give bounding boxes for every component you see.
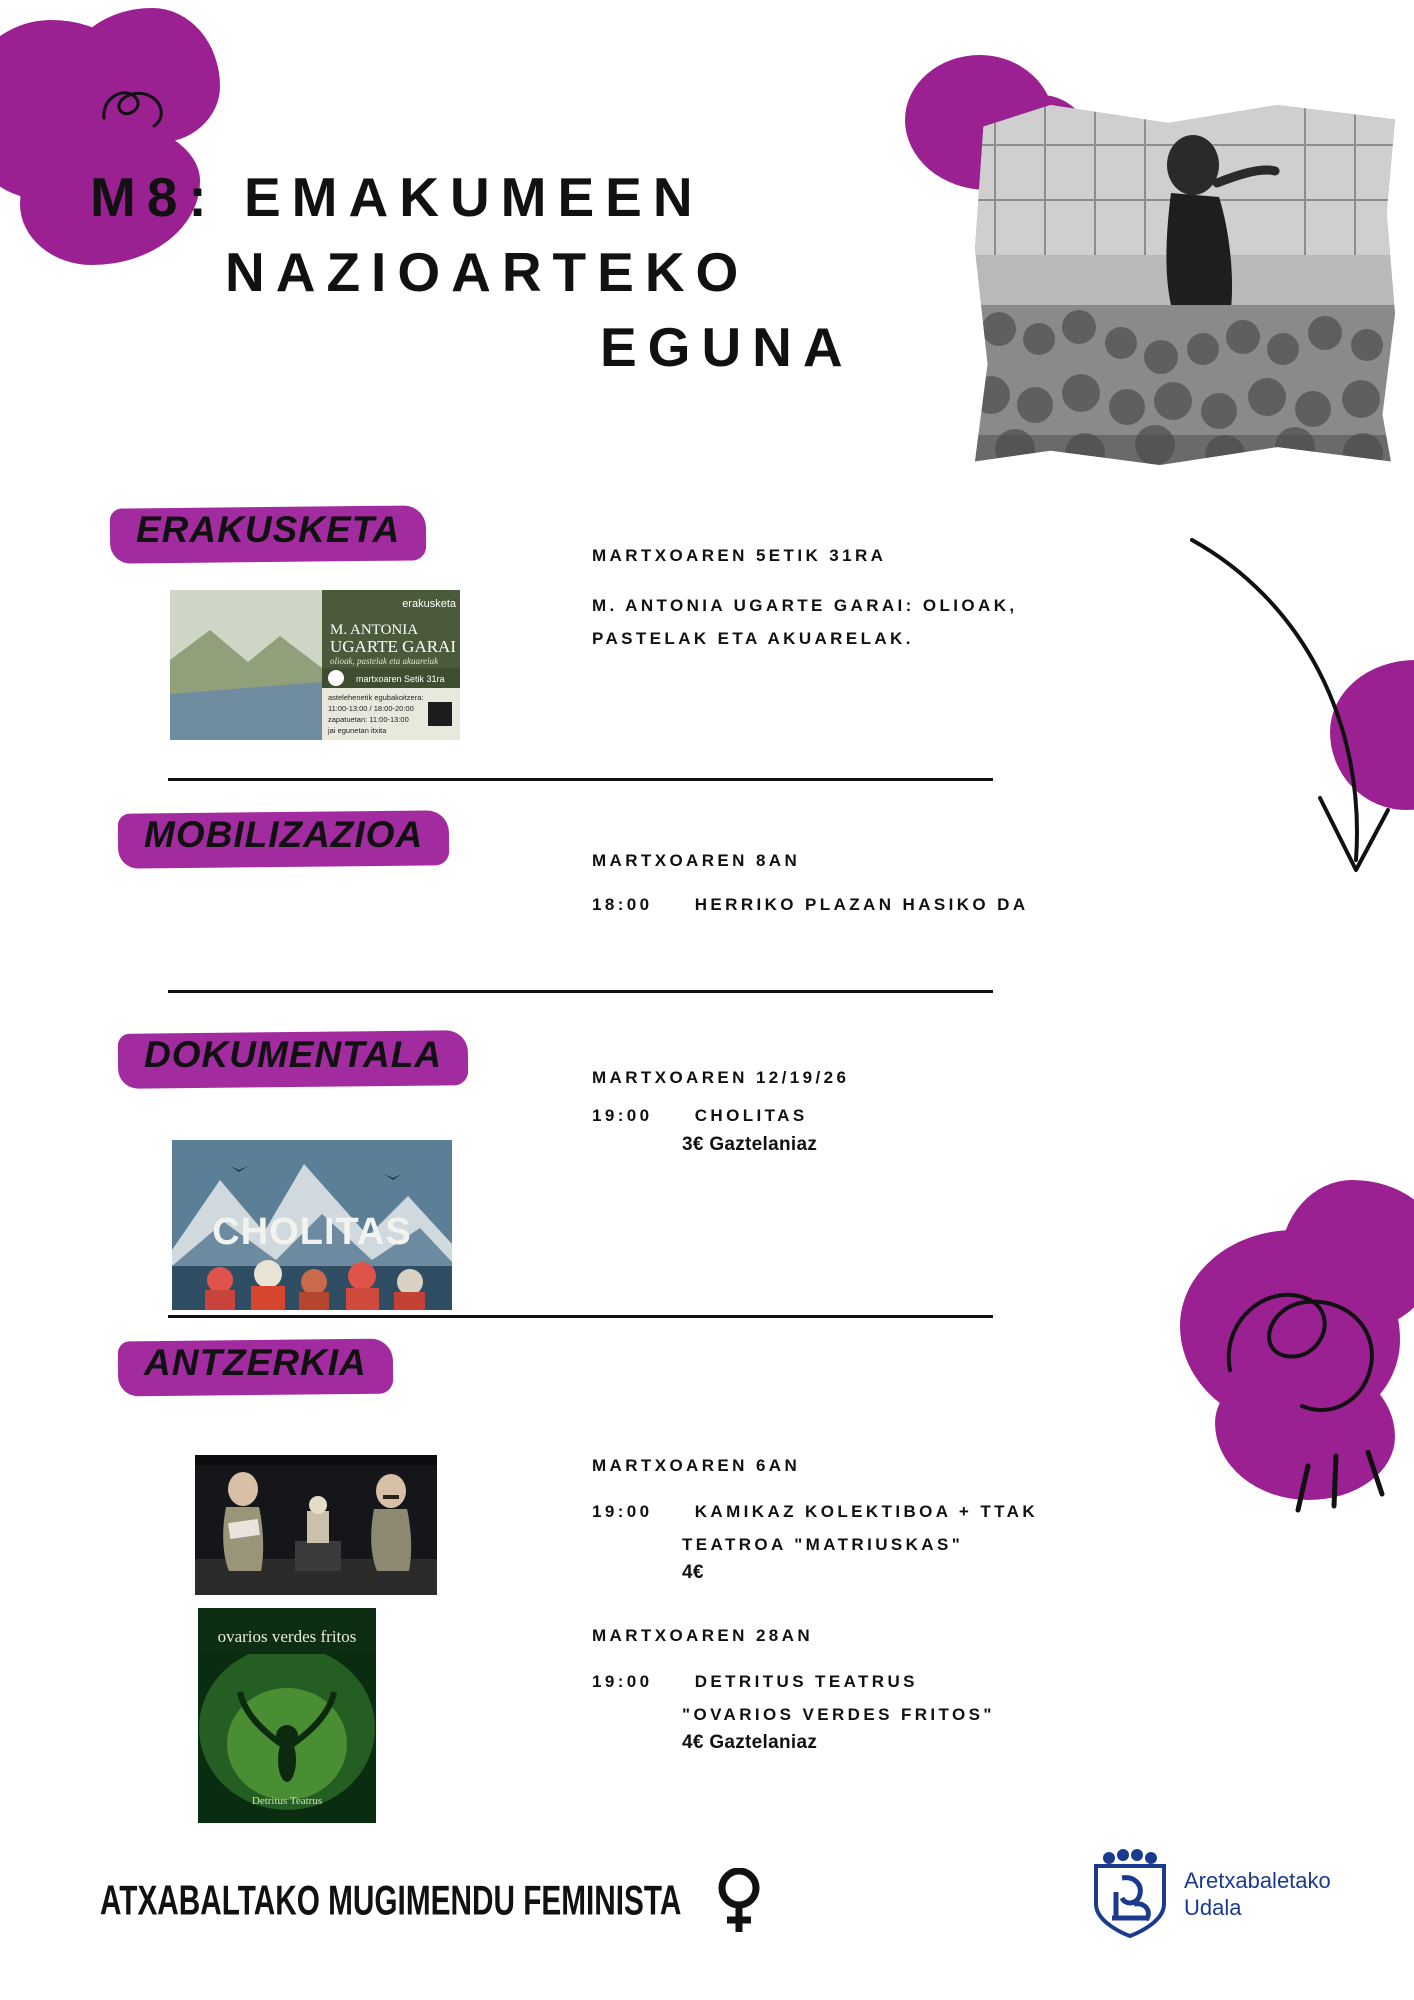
footer-right bbox=[1090, 1848, 1331, 1940]
antzerkia-event-1 bbox=[592, 1450, 1112, 1586]
antzerkia-event-1-date: MARTXOAREN 6AN bbox=[592, 1456, 801, 1475]
antzerkia-event-1-line bbox=[592, 1496, 1112, 1528]
svg-text:M. ANTONIA: M. ANTONIA bbox=[330, 622, 419, 638]
svg-text:olioak, pastelak eta akuarelak: olioak, pastelak eta akuarelak bbox=[330, 656, 439, 666]
mobilizazioa-date: MARTXOAREN 8AN bbox=[592, 851, 801, 870]
header-photo bbox=[975, 105, 1395, 465]
poster-ovarios-verdes-fritos bbox=[198, 1608, 376, 1823]
footer-institution-line1: Aretxabaletako bbox=[1184, 1867, 1331, 1893]
antzerkia-event-2-line bbox=[592, 1666, 1112, 1698]
erakusketa-line-1: M. ANTONIA UGARTE GARAI: OLIOAK, bbox=[592, 596, 1018, 616]
antzerkia-event-2-date: MARTXOAREN 28AN bbox=[592, 1626, 814, 1645]
mobilizazioa-time: 18:00 bbox=[592, 895, 653, 915]
tag-antzerkia: ANTZERKIA bbox=[118, 1338, 393, 1393]
dokumentala-date: MARTXOAREN 12/19/26 bbox=[592, 1068, 850, 1087]
tag-erakusketa: ERAKUSKETA bbox=[110, 505, 426, 560]
svg-text:CHOLITAS: CHOLITAS bbox=[212, 1211, 412, 1253]
mobilizazioa-line bbox=[592, 889, 1112, 921]
svg-text:UGARTE GARAI: UGARTE GARAI bbox=[330, 637, 456, 656]
venus-symbol-icon bbox=[716, 1868, 762, 1934]
antzerkia-event-2-detail-2: "OVARIOS VERDES FRITOS" bbox=[682, 1704, 995, 1724]
poster-cholitas-art bbox=[172, 1140, 452, 1310]
tag-mobilizazioa: MOBILIZAZIOA bbox=[118, 810, 449, 865]
antzerkia-event-1-detail-1: KAMIKAZ KOLEKTIBOA + TTAK bbox=[694, 1502, 1039, 1522]
dokumentala-details bbox=[592, 1062, 1112, 1157]
swirl-doodle-icon bbox=[96, 78, 176, 138]
erakusketa-line-2: PASTELAK ETA AKUARELAK. bbox=[592, 628, 914, 648]
title-line-3: EGUNA bbox=[600, 315, 854, 378]
footer-institution-line2: Udala bbox=[1184, 1895, 1242, 1920]
erakusketa-details bbox=[592, 540, 1062, 655]
footer-left bbox=[100, 1868, 762, 1934]
dokumentala-detail: CHOLITAS bbox=[694, 1106, 808, 1126]
svg-text:Detritus Teatrus: Detritus Teatrus bbox=[251, 1795, 323, 1807]
dokumentala-price: 3€ Gaztelaniaz bbox=[682, 1133, 818, 1155]
svg-text:erakusketa: erakusketa bbox=[402, 598, 456, 610]
curved-arrow-doodle-icon bbox=[1180, 530, 1400, 950]
svg-text:ovarios verdes fritos: ovarios verdes fritos bbox=[217, 1627, 357, 1646]
svg-text:11:00-13:00 / 18:00-20:00: 11:00-13:00 / 18:00-20:00 bbox=[328, 704, 414, 713]
footer-institution bbox=[1184, 1867, 1331, 1922]
mobilizazioa-details bbox=[592, 845, 1112, 922]
section-mobilizazioa-tag bbox=[118, 810, 449, 865]
antzerkia-event-2 bbox=[592, 1620, 1112, 1756]
page-title bbox=[0, 160, 1000, 384]
svg-text:jai egunetan itxita: jai egunetan itxita bbox=[328, 726, 387, 735]
antzerkia-event-1-price: 4€ bbox=[682, 1561, 704, 1583]
antzerkia-event-1-time: 19:00 bbox=[592, 1502, 653, 1522]
svg-text:martxoaren Setik 31ra: martxoaren Setik 31ra bbox=[356, 674, 445, 684]
dokumentala-line bbox=[592, 1100, 1112, 1132]
poster-matriuskas-art bbox=[195, 1455, 437, 1595]
erakusketa-date: MARTXOAREN 5ETIK 31RA bbox=[592, 546, 887, 565]
antzerkia-event-2-price: 4€ Gaztelaniaz bbox=[682, 1731, 818, 1753]
poster-erakusketa-art bbox=[170, 590, 460, 740]
antzerkia-event-2-detail-1: DETRITUS TEATRUS bbox=[694, 1672, 918, 1692]
poster-cholitas bbox=[172, 1140, 452, 1310]
section-dokumentala-tag bbox=[118, 1030, 468, 1085]
footer-organization-name: ATXABALTAKO MUGIMENDU FEMINISTA bbox=[100, 1876, 682, 1924]
divider-2 bbox=[168, 990, 993, 993]
spark-lines-icon bbox=[1290, 1450, 1410, 1580]
antzerkia-event-2-time: 19:00 bbox=[592, 1672, 653, 1692]
svg-text:astelehenetik egubakoitzera:: astelehenetik egubakoitzera: bbox=[328, 693, 424, 702]
scribble-doodle-icon bbox=[1220, 1250, 1414, 1430]
poster-erakusketa bbox=[170, 590, 460, 740]
mobilizazioa-detail: HERRIKO PLAZAN HASIKO DA bbox=[694, 895, 1029, 915]
poster-matriuskas bbox=[195, 1455, 437, 1595]
aretxabaleta-crest-icon bbox=[1090, 1848, 1170, 1940]
svg-text:zapatuetan: 11:00-13:00: zapatuetan: 11:00-13:00 bbox=[328, 715, 409, 724]
sparkle-star-icon bbox=[955, 65, 1001, 123]
title-line-2: NAZIOARTEKO bbox=[225, 240, 750, 303]
dokumentala-time: 19:00 bbox=[592, 1106, 653, 1126]
title-line-1: M8: EMAKUMEEN bbox=[90, 166, 704, 228]
divider-1 bbox=[168, 778, 993, 781]
divider-3 bbox=[168, 1315, 993, 1318]
poster-ovarios-art bbox=[198, 1608, 376, 1823]
antzerkia-event-1-detail-2: TEATROA "MATRIUSKAS" bbox=[682, 1534, 964, 1554]
tag-dokumentala: DOKUMENTALA bbox=[118, 1030, 468, 1085]
historic-crowd-photo bbox=[975, 105, 1395, 465]
section-erakusketa-tag bbox=[110, 505, 426, 560]
section-antzerkia-tag bbox=[118, 1338, 393, 1393]
